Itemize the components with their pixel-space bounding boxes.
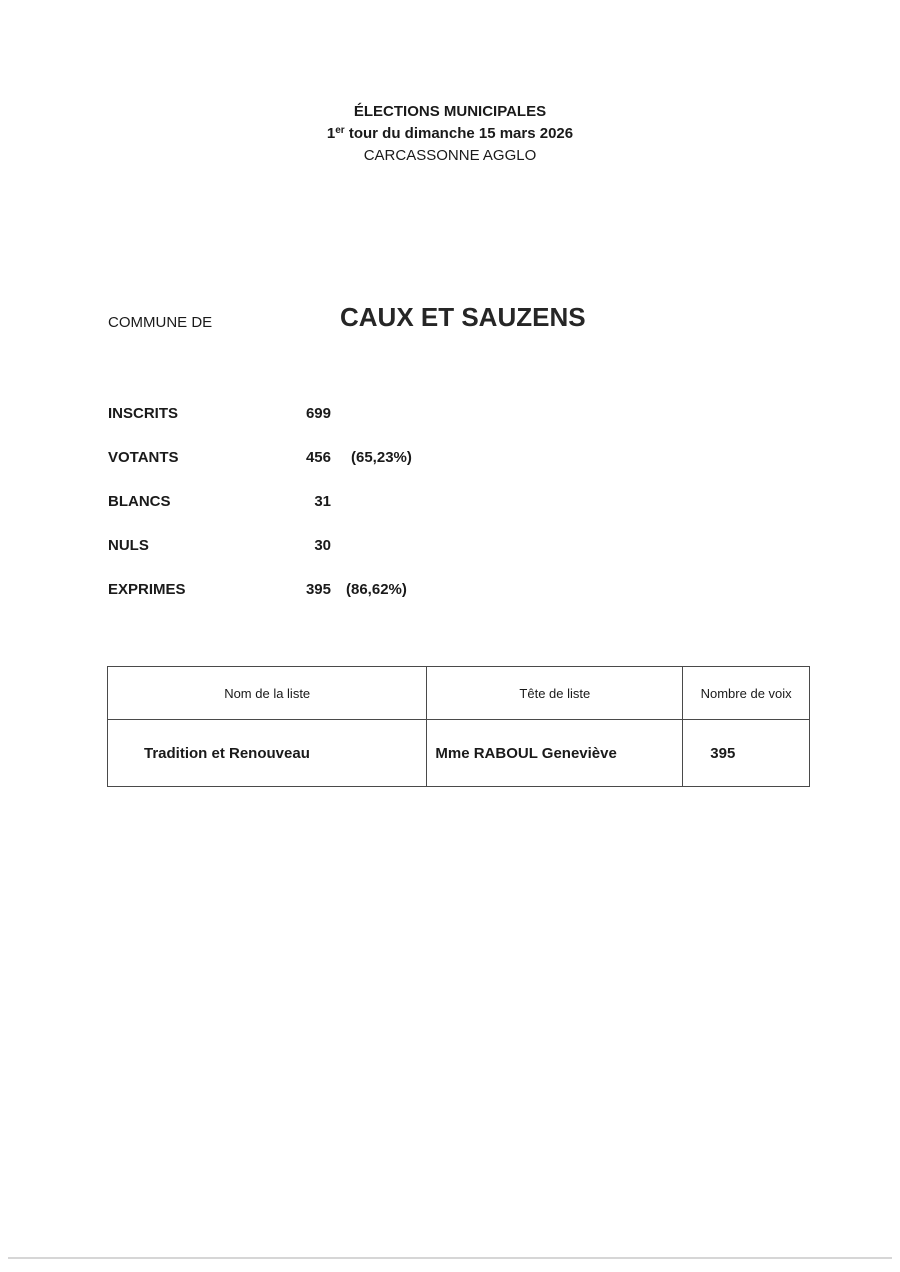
- header-list-name: Nom de la liste: [108, 667, 427, 720]
- election-round: [0, 123, 900, 145]
- cell-list-head: Mme RABOUL Geneviève: [427, 720, 683, 787]
- header-votes: Nombre de voix: [683, 667, 810, 720]
- round-text: tour du dimanche 15 mars 2026: [344, 125, 574, 142]
- table-header-row: [108, 667, 810, 720]
- commune-name: CAUX ET SAUZENS: [340, 302, 586, 332]
- cell-votes: 395: [683, 720, 810, 787]
- stat-value: 30: [314, 537, 331, 554]
- stat-label: INSCRITS: [108, 405, 179, 422]
- stat-value: 31: [314, 493, 331, 510]
- commune-label: COMMUNE DE: [108, 314, 213, 331]
- stat-label: VOTANTS: [108, 449, 179, 466]
- stat-label: EXPRIMES: [108, 581, 186, 598]
- stat-value: 456: [305, 449, 331, 466]
- stat-percent: (65,23%): [351, 449, 412, 466]
- round-suffix: er: [335, 125, 345, 136]
- stat-value: 699: [305, 405, 331, 422]
- page-edge-line: [8, 1257, 892, 1259]
- stat-value: 395: [305, 581, 331, 598]
- organization-name: CARCASSONNE AGGLO: [363, 147, 537, 164]
- stat-label: NULS: [108, 537, 149, 554]
- stat-percent: (86,62%): [346, 581, 407, 598]
- stat-label: BLANCS: [108, 493, 171, 510]
- round-number: 1: [326, 125, 336, 142]
- document-header: [0, 101, 900, 167]
- results-table: [107, 666, 810, 787]
- header-list-head: Tête de liste: [427, 667, 683, 720]
- table-row: [108, 720, 810, 787]
- cell-list-name: Tradition et Renouveau: [108, 720, 427, 787]
- election-title: ÉLECTIONS MUNICIPALES: [353, 103, 547, 120]
